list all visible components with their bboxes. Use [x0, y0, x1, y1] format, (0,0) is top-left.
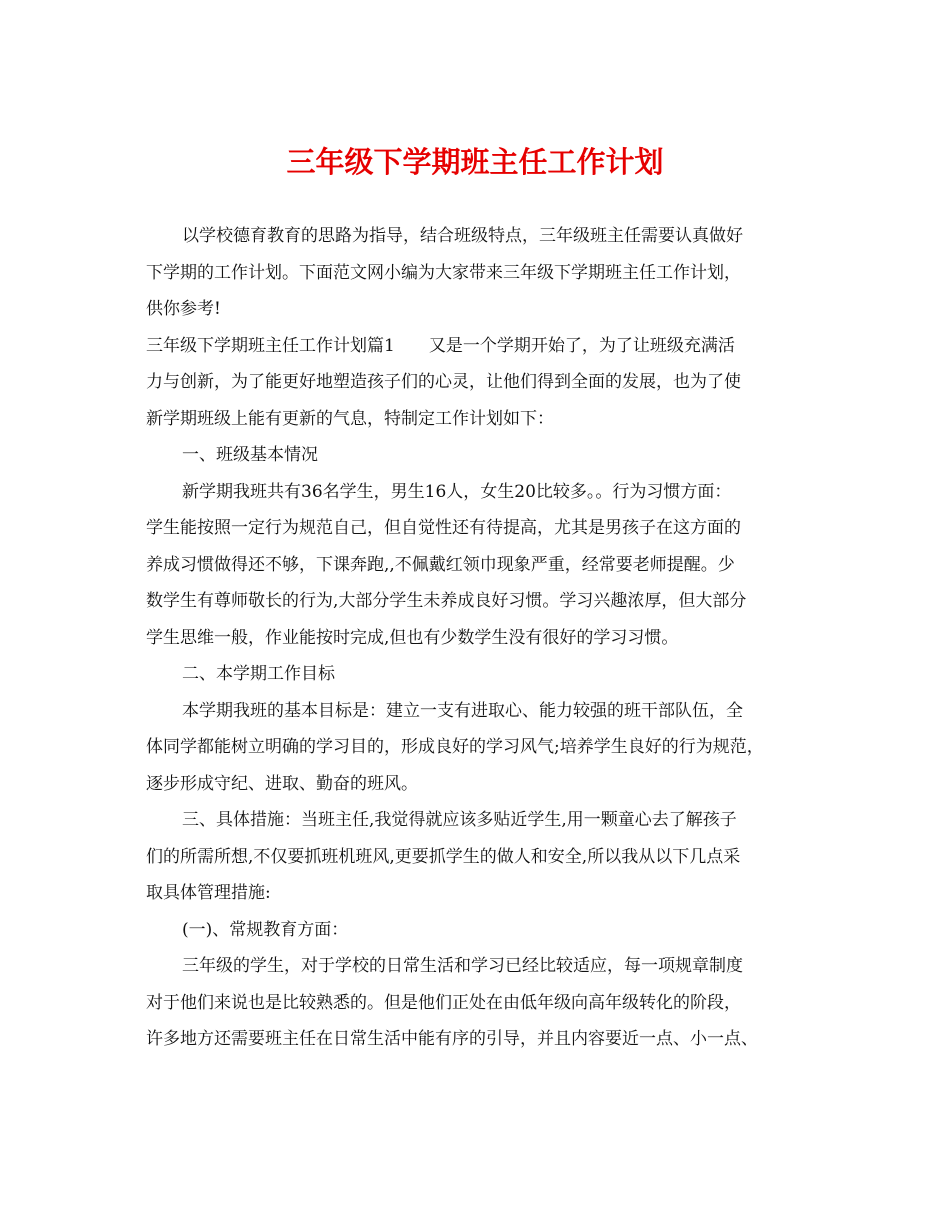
body-line: 三年级的学生，对于学校的日常生活和学习已经比较适应，每一项规章制度 [182, 956, 743, 976]
body-line: 二、本学期工作目标 [182, 664, 335, 684]
body-line: 供你参考! [146, 299, 221, 319]
body-line: 下学期的工作计划。下面范文网小编为大家带来三年级下学期班主任工作计划， [146, 262, 741, 283]
body-line: (一)、常规教育方面： [182, 919, 349, 940]
body-line: 许多地方还需要班主任在日常生活中能有序的引导，并且内容要近一点、小一点、 [146, 1029, 758, 1049]
body-line: 对于他们来说也是比较熟悉的。但是他们正处在由低年级向高年级转化的阶段， [146, 992, 741, 1013]
body-line: 数学生有尊师敬长的行为,大部分学生未养成良好习惯。学习兴趣浓厚，但大部分 [146, 591, 747, 611]
body-line: 逐步形成守纪、进取、勤奋的班风。 [146, 773, 418, 794]
body-line: 力与创新，为了能更好地塑造孩子们的心灵，让他们得到全面的发展，也为了使 [146, 372, 741, 392]
body-line: 以学校德育教育的思路为指导，结合班级特点，三年级班主任需要认真做好 [182, 226, 743, 246]
body-line: 本学期我班的基本目标是：建立一支有进取心、能力较强的班干部队伍，全 [182, 700, 743, 721]
body-line: 养成习惯做得还不够，下课奔跑,,不佩戴红领巾现象严重，经常要老师提醒。少 [146, 554, 735, 575]
body-line: 取具体管理措施: [146, 883, 271, 903]
body-line: 体同学都能树立明确的学习目的，形成良好的学习风气;培养学生良好的行为规范， [146, 737, 764, 757]
body-line: 三、具体措施：当班主任,我觉得就应该多贴近学生,用一颗童心去了解孩子 [182, 810, 737, 830]
body-line: 学生思维一般，作业能按时完成,但也有少数学生没有很好的学习习惯。 [146, 627, 679, 648]
document-title: 三年级下学期班主任工作计划 [286, 145, 664, 179]
body-line: 一、班级基本情况 [182, 445, 318, 465]
body-line: 新学期我班共有36名学生，男生16人，女生20比较多。。行为习惯方面： [182, 481, 732, 502]
body-line: 学生能按照一定行为规范自己，但自觉性还有待提高，尤其是男孩子在这方面的 [146, 518, 741, 538]
body-line: 新学期班级上能有更新的气息，特制定工作计划如下： [146, 408, 554, 429]
body-line: 们的所需所想,不仅要抓班机班风,更要抓学生的做人和安全,所以我从以下几点采 [146, 846, 741, 867]
document-body [146, 218, 826, 1058]
body-line: 三年级下学期班主任工作计划篇1 又是一个学期开始了，为了让班级充满活 [146, 335, 735, 356]
